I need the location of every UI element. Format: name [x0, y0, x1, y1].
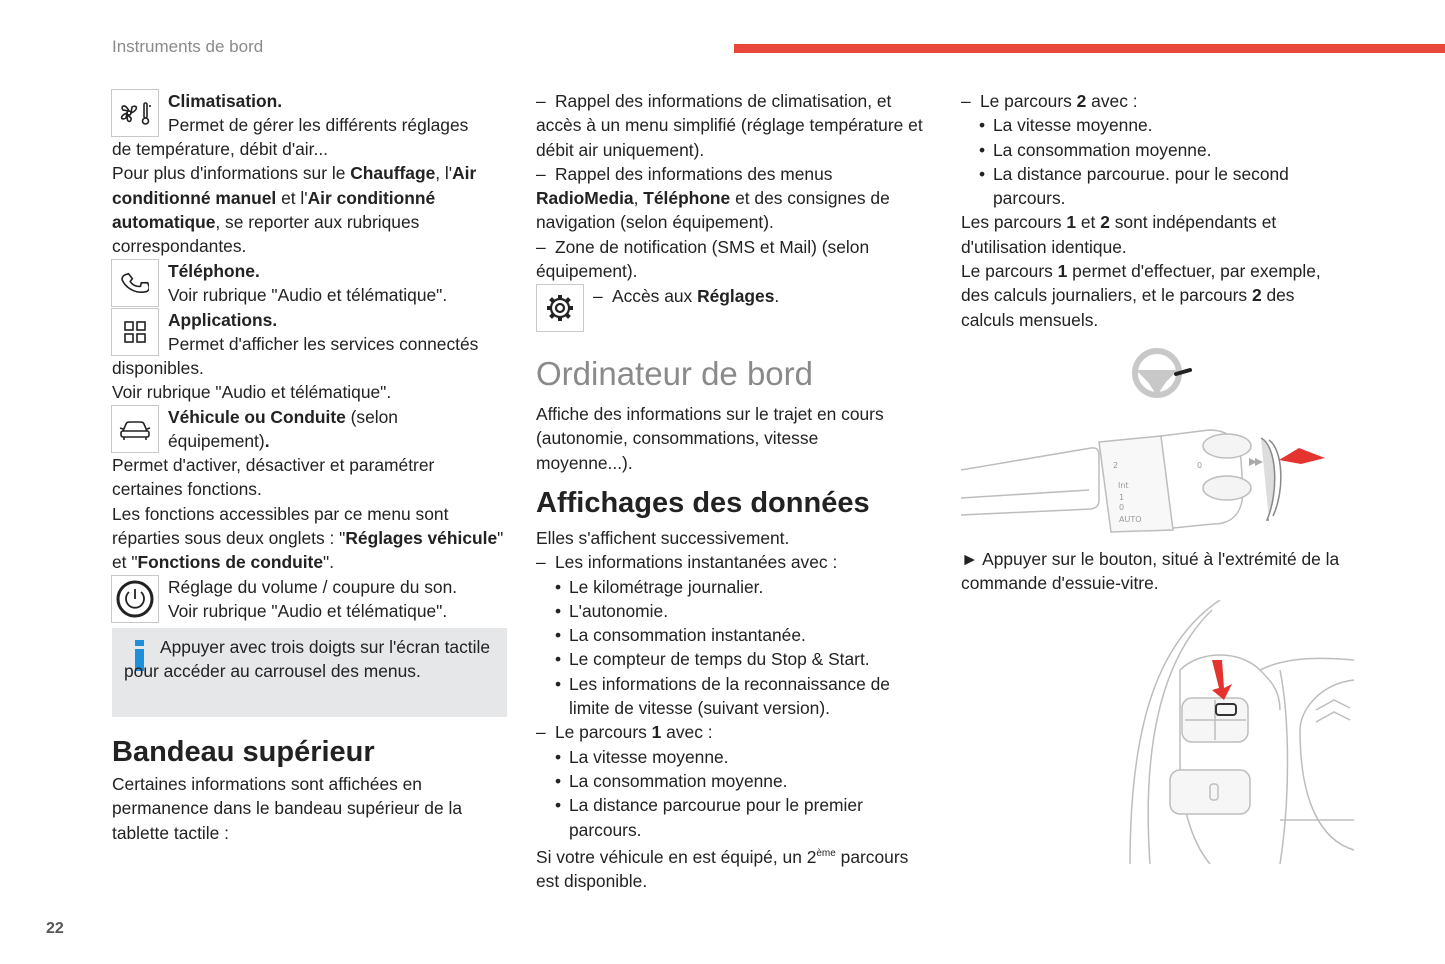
stalk-label-two: 2 [1113, 461, 1119, 470]
stalk-label-int: Int [1118, 481, 1129, 490]
info-text: Appuyer avec trois doigts sur l'écran tactile pour accéder au carrousel des menus. [124, 637, 491, 682]
page-number: 22 [46, 920, 64, 937]
stalk-label-auto: AUTO [1119, 515, 1142, 524]
affichages-heading: Affichages des données [536, 487, 870, 519]
list-item: • La vitesse moyenne. [979, 115, 1153, 136]
rappel-menus-item: – Rappel des informations des menus RadioMedia, Téléphone et des consignes de navigation (selon équipement). [536, 163, 890, 233]
header-accent-bar [734, 44, 1445, 53]
telephone-title: Téléphone. [168, 261, 260, 281]
vehicule-title: Véhicule ou Conduite [168, 407, 346, 427]
ordinateur-heading: Ordinateur de bord [536, 355, 814, 392]
applications-line3: Voir rubrique "Audio et télématique". [112, 382, 392, 403]
climatisation-more: Pour plus d'informations sur le Chauffage, l'Air conditionné manuel et l'Air conditionné automatique, se reporter aux rubriques correspondantes. [112, 163, 477, 257]
vehicule-desc: Permet d'activer, désactiver et paramétrer certaines fonctions. [112, 455, 435, 500]
list-item-cont: parcours. [569, 819, 642, 840]
stalk-label-zero: 0 [1119, 503, 1125, 512]
steering-wheel-controls-illustration [1120, 600, 1360, 864]
climatisation-line1: Permet de gérer les différents réglages [168, 115, 469, 136]
rappel-clim-item: – Rappel des informations de climatisation, et accès à un menu simplifié (réglage température et débit air uniquement). [536, 91, 923, 160]
list-item: • Les informations de la reconnaissance de [555, 673, 890, 694]
climatisation-line2: de température, débit d'air... [112, 139, 328, 159]
zone-notification-item: – Zone de notification (SMS et Mail) (selon équipement). [536, 236, 870, 282]
affichages-intro: Elles s'affichent successivement. [536, 528, 790, 548]
list-item: • L'autonomie. [555, 600, 669, 621]
wiper-stalk-illustration [961, 420, 1341, 540]
vehicle-icon [111, 405, 159, 453]
list-item: • La vitesse moyenne. [555, 746, 729, 767]
list-item: • Le compteur de temps du Stop & Start. [555, 649, 870, 670]
info-box [112, 628, 507, 717]
parcours2-label: – Le parcours 2 avec : [961, 91, 1138, 111]
vehicule-line2: équipement) [168, 431, 265, 452]
second-parcours-text: Si votre véhicule en est équipé, un 2ème parcours est disponible. [536, 846, 909, 891]
stalk-label-one: 1 [1119, 493, 1125, 502]
parcours-exemple: Le parcours 1 permet d'effectuer, par exemple, des calculs journaliers, et le parcours 2 des calculs mensuels. [961, 261, 1321, 330]
volume-line1: Réglage du volume / coupure du son. [168, 577, 458, 597]
list-item: • La consommation instantanée. [555, 625, 806, 646]
appuyer-instruction: ► Appuyer sur le bouton, situé à l'extrémité de la commande d'essuie-vitre. [961, 549, 1340, 594]
steering-wheel-icon [1128, 346, 1194, 400]
list-item: • La distance parcourue pour le premier [555, 795, 863, 816]
list-item-cont: limite de vitesse (suivant version). [569, 698, 830, 719]
parcours-independants: Les parcours 1 et 2 sont indépendants et d'utilisation identique. [961, 212, 1277, 257]
parcours1-label: – Le parcours 1 avec : [536, 722, 713, 743]
list-item-cont: parcours. [993, 188, 1066, 209]
ordinateur-text: Affiche des informations sur le trajet en cours (autonomie, consommations, vitesse moyenne...). [536, 404, 884, 473]
climatisation-title: Climatisation. [168, 91, 283, 111]
climate-fan-icon [111, 89, 159, 137]
stalk-label-position: 0 [1197, 461, 1203, 470]
vehicule-tabs: Les fonctions accessibles par ce menu sont réparties sous deux onglets : "Réglages véhicule" et "Fonctions de conduite". [112, 503, 504, 573]
phone-icon [111, 259, 159, 307]
telephone-line1: Voir rubrique "Audio et télématique". [168, 285, 448, 306]
settings-gear-icon [536, 284, 584, 332]
running-header: Instruments de bord [112, 37, 264, 56]
applications-line1: Permet d'afficher les services connectés [168, 334, 479, 355]
applications-line2: disponibles. [112, 358, 204, 378]
applications-title: Applications. [168, 310, 278, 330]
acces-reglages-item: – Accès aux Réglages. [593, 286, 780, 306]
list-item: • Le kilométrage journalier. [555, 576, 764, 597]
bandeau-text: Certaines informations sont affichées en permanence dans le bandeau supérieur de la tablette tactile : [112, 774, 462, 843]
bandeau-heading: Bandeau supérieur [112, 736, 375, 768]
power-icon [111, 575, 159, 623]
list-item: • La distance parcourue. pour le second [979, 163, 1289, 184]
volume-line2: Voir rubrique "Audio et télématique". [168, 601, 448, 622]
list-item: • La consommation moyenne. [979, 139, 1212, 160]
list-item: • La consommation moyenne. [555, 770, 788, 791]
apps-grid-icon [111, 308, 159, 356]
instant-label: – Les informations instantanées avec : [536, 552, 838, 573]
